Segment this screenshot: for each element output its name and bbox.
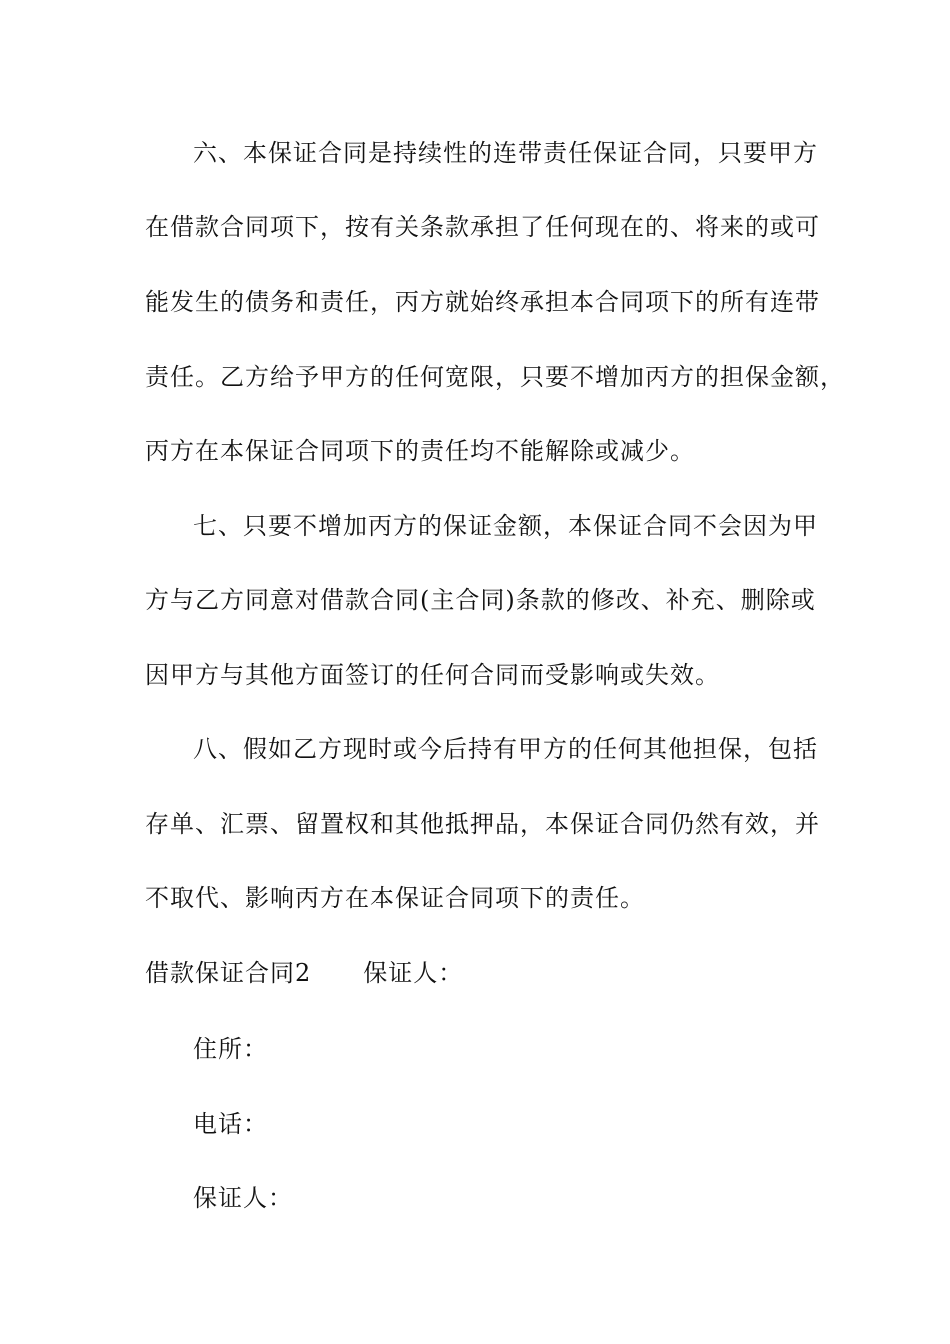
paragraph-6-line-1: 六、本保证合同是持续性的连带责任保证合同，只要甲方 [193, 139, 818, 167]
paragraph-6-line-4: 责任。乙方给予甲方的任何宽限，只要不增加丙方的担保金额， [145, 363, 845, 391]
paragraph-6-line-3: 能发生的债务和责任，丙方就始终承担本合同项下的所有连带 [145, 288, 820, 316]
paragraph-8-line-1: 八、假如乙方现时或今后持有甲方的任何其他担保，包括 [193, 735, 818, 763]
paragraph-6-line-5: 丙方在本保证合同项下的责任均不能解除或减少。 [145, 437, 695, 465]
paragraph-7-line-1: 七、只要不增加丙方的保证金额，本保证合同不会因为甲 [193, 512, 818, 540]
phone-field-label: 电话： [193, 1110, 268, 1138]
address-field-label: 住所： [193, 1035, 268, 1063]
guarantor-field-label: 保证人： [193, 1184, 293, 1212]
paragraph-8-line-2: 存单、汇票、留置权和其他抵押品，本保证合同仍然有效，并 [145, 810, 820, 838]
paragraph-8-line-3: 不取代、影响丙方在本保证合同项下的责任。 [145, 884, 645, 912]
paragraph-7-line-2: 方与乙方同意对借款合同(主合同)条款的修改、补充、删除或 [145, 586, 816, 614]
contract-title: 借款保证合同2 [145, 959, 312, 987]
contract-heading [145, 958, 825, 988]
paragraph-7-line-3: 因甲方与其他方面签订的任何合同而受影响或失效。 [145, 661, 720, 689]
guarantor-label-heading: 保证人： [363, 959, 464, 987]
paragraph-6-line-2: 在借款合同项下，按有关条款承担了任何现在的、将来的或可 [145, 213, 820, 241]
